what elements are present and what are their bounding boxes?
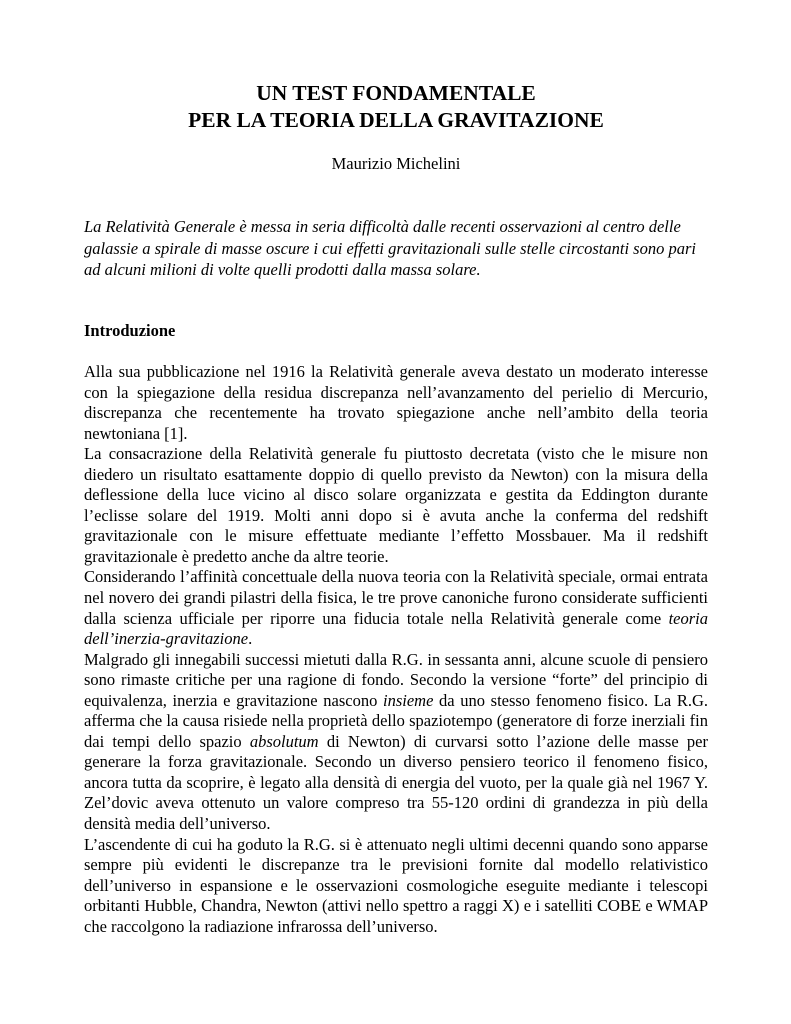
title-line-1: UN TEST FONDAMENTALE xyxy=(256,81,536,105)
paragraph-3-text-b: . xyxy=(248,629,253,649)
paragraph-3-text-a: Considerando l’affinità concettuale della nuova teoria con la Relatività speciale, ormai entrata nel novero dei grandi pilastri della fisica, le tre prove canoniche furono considerate sufficienti dalla scienza ufficiale per riporre una fiducia totale nella Relatività generale come xyxy=(84,567,708,628)
body-text xyxy=(84,362,708,937)
paragraph-3-emphasis: teoria dell’inerzia-gravitazione xyxy=(84,608,708,649)
document-title xyxy=(84,80,708,134)
title-line-2: PER LA TEORIA DELLA GRAVITAZIONE xyxy=(188,108,604,132)
author-name: Maurizio Michelini xyxy=(331,154,461,173)
paragraph-2: La consacrazione della Relatività generale fu piuttosto decretata (visto che le misure non diedero un risultato esattamente doppio di quello previsto da Newton) con la misura della deflessione della luce vicino al disco solare organizzata e gestita da Eddington durante l’eclisse solare del 1919. Molti anni dopo si è avuta anche la conferma del redshift gravitazionale con le misure effettuate mediante l’effetto Mossbauer. Ma il redshift gravitazionale è predetto anche da altre teorie. xyxy=(84,444,708,566)
paragraph-1: Alla sua pubblicazione nel 1916 la Relatività generale aveva destato un moderato interesse con la spiegazione della residua discrepanza nell’avanzamento del perielio di Mercurio, discrepanza che recentemente ha trovato spiegazione anche nell’ambito della teoria newtoniana [1]. xyxy=(84,362,708,443)
paragraph-4 xyxy=(84,650,708,835)
paragraph-3 xyxy=(84,567,708,649)
section-heading-introduzione: Introduzione xyxy=(84,321,176,340)
paragraph-4-text-a: Malgrado gli innegabili successi mietuti dalla R.G. in sessanta anni, alcune scuole di pensiero sono rimaste critiche per una ragione di fondo. Secondo la versione “forte” del principio di equivalenza, inerzia e gravitazione nascono xyxy=(84,649,708,710)
paragraph-4-text-b: da uno stesso fenomeno fisico. La R.G. afferma che la causa risiede nella proprietà dello spaziotempo (generatore di forze inerziali fin dai tempi dello spazio xyxy=(84,690,709,751)
paragraph-4-emphasis-absolutum: absolutum xyxy=(249,731,319,751)
abstract: La Relatività Generale è messa in seria difficoltà dalle recenti osservazioni al centro delle galassie a spirale di masse oscure i cui effetti gravitazionali sulle stelle circostanti sono pari ad alcuni milioni di volte quelli prodotti dalla massa solare. xyxy=(84,217,696,279)
paragraph-4-emphasis-insieme: insieme xyxy=(382,690,434,710)
paragraph-5: L’ascendente di cui ha goduto la R.G. si è attenuato negli ultimi decenni quando sono apparse sempre più evidenti le discrepanze tra le previsioni fornite dal modello relativistico dell’universo in espansione e le osservazioni cosmologiche eseguite mediante i telescopi orbitanti Hubble, Chandra, Newton (attivi nello spettro a raggi X) e i satelliti COBE e WMAP che raccolgono la radiazione infrarossa dell’universo. xyxy=(84,834,708,936)
paragraph-4-text-c: di Newton) di curvarsi sotto l’azione delle masse per generare la forza gravitazionale. Secondo un diverso pensiero teorico il fenomeno fisico, ancora tutta da scoprire, è legato alla densità di energia del vuoto, per la quale già nel 1967 Y. Zel’dovic aveva ottenuto un valore compreso tra 55-120 ordini di grandezza in più della densità media dell’universo. xyxy=(84,731,708,834)
